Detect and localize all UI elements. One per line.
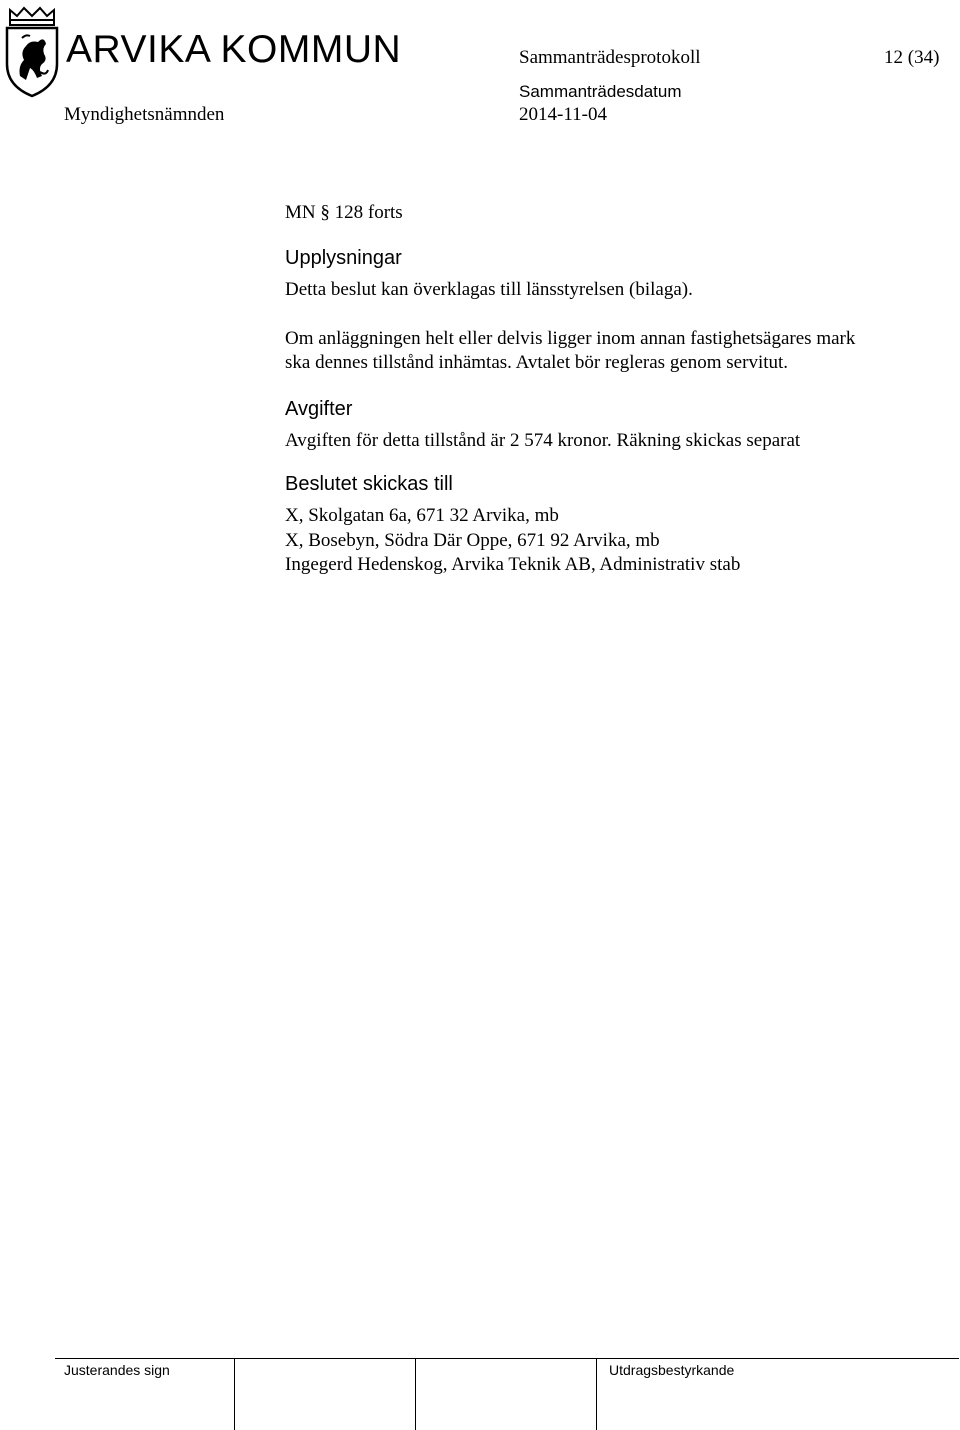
signature-table-top-border	[55, 1358, 959, 1359]
meeting-date-label: Sammanträdesdatum	[519, 82, 682, 101]
signature-cell-divider	[596, 1358, 597, 1430]
heading-upplysningar: Upplysningar	[285, 247, 402, 269]
municipal-crest-icon	[4, 6, 60, 98]
signature-cell-divider	[234, 1358, 235, 1430]
municipality-logo-text: ARVIKA KOMMUN	[66, 28, 402, 71]
recipient-list-item: X, Skolgatan 6a, 671 32 Arvika, mb	[285, 505, 559, 526]
fee-text: Avgiften för detta tillstånd är 2 574 kronor. Räkning skickas separat	[285, 430, 801, 451]
page-number: 12 (34)	[884, 47, 940, 68]
recipient-list-item: X, Bosebyn, Södra Där Oppe, 671 92 Arvika, mb	[285, 530, 660, 551]
appeal-notice-text: Detta beslut kan överklagas till länsstyrelsen (bilaga).	[285, 279, 693, 300]
signature-table	[55, 1358, 959, 1430]
adjuster-signature-label: Justerandes sign	[64, 1362, 170, 1378]
landowner-paragraph-line-1: Om anläggningen helt eller delvis ligger inom annan fastighetsägares mark	[285, 328, 856, 349]
landowner-paragraph-line-2: ska dennes tillstånd inhämtas. Avtalet bör regleras genom servitut.	[285, 352, 789, 373]
recipient-list-item: Ingegerd Hedenskog, Arvika Teknik AB, Administrativ stab	[285, 554, 741, 575]
heading-avgifter: Avgifter	[285, 398, 353, 420]
meeting-date: 2014-11-04	[519, 104, 607, 125]
document-type: Sammanträdesprotokoll	[519, 47, 701, 68]
section-reference: MN § 128 forts	[285, 202, 403, 223]
committee-name: Myndighetsnämnden	[64, 104, 225, 125]
heading-beslutet-skickas-till: Beslutet skickas till	[285, 473, 453, 495]
signature-cell-divider	[415, 1358, 416, 1430]
extract-certification-label: Utdragsbestyrkande	[609, 1362, 735, 1378]
